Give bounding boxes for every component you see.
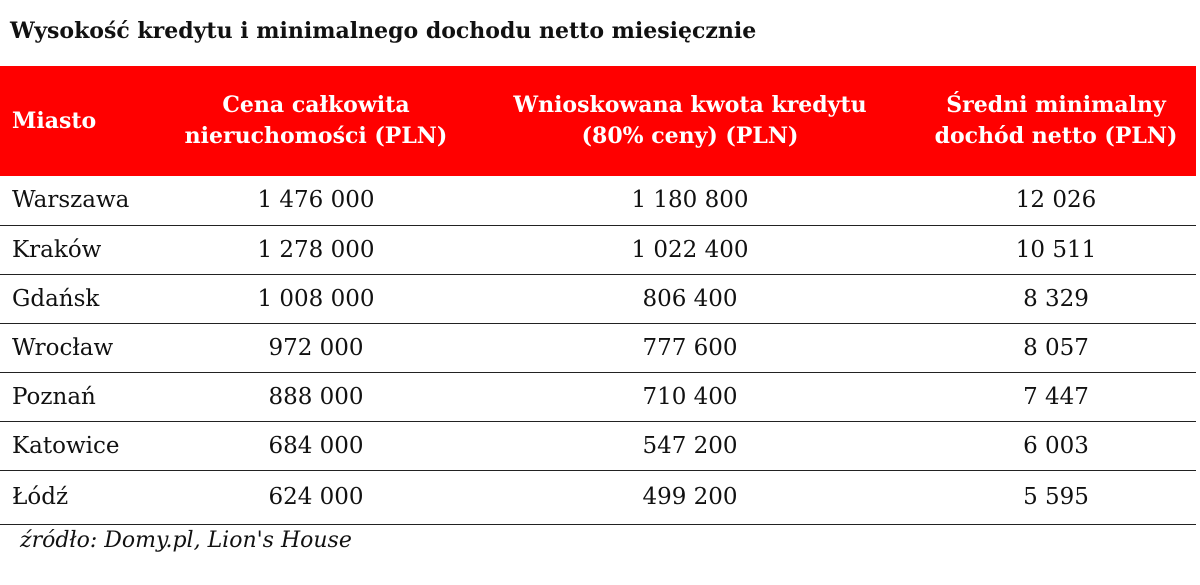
table-title: Wysokość kredytu i minimalnego dochodu netto miesięcznie: [10, 18, 757, 44]
total-price-cell: 1 278 000: [257, 236, 375, 263]
city-cell: Poznań: [12, 383, 96, 410]
table-row: [0, 225, 1196, 274]
city-cell: Gdańsk: [12, 285, 100, 312]
header-loan-amount-line2: (80% ceny) (PLN): [581, 123, 799, 149]
table-header: [0, 66, 1196, 176]
total-price-cell: 624 000: [268, 484, 364, 510]
total-price-cell: 888 000: [268, 383, 364, 410]
table-row: [0, 323, 1196, 372]
min-income-cell: 7 447: [1023, 383, 1089, 410]
min-income-cell: 10 511: [1015, 236, 1097, 263]
city-cell: Warszawa: [12, 187, 130, 214]
header-min-income-line2: dochód netto (PLN): [934, 123, 1178, 149]
city-cell: Katowice: [12, 432, 120, 459]
total-price-cell: 972 000: [268, 334, 364, 361]
min-income-cell: 6 003: [1023, 432, 1089, 459]
loan-amount-cell: 777 600: [642, 334, 738, 361]
loan-amount-cell: 1 022 400: [631, 236, 749, 263]
header-total-price-line1: Cena całkowita: [222, 92, 410, 118]
total-price-cell: 1 476 000: [257, 187, 375, 214]
table-body: [0, 176, 1196, 524]
loan-amount-cell: 710 400: [642, 383, 738, 410]
city-cell: Wrocław: [12, 334, 114, 361]
header-loan-amount: [464, 66, 916, 176]
min-income-cell: 8 057: [1023, 334, 1089, 361]
total-price-cell: 1 008 000: [257, 285, 375, 312]
credit-income-table: [0, 66, 1196, 525]
table-row: [0, 176, 1196, 225]
loan-amount-cell: 547 200: [642, 432, 738, 459]
loan-amount-cell: 806 400: [642, 285, 738, 312]
city-cell: Kraków: [12, 236, 102, 263]
header-min-income: [916, 66, 1196, 176]
header-city-label: Miasto: [12, 107, 97, 134]
header-total-price-line2: nieruchomości (PLN): [184, 123, 448, 149]
min-income-cell: 8 329: [1023, 285, 1089, 312]
table-row: [0, 470, 1196, 524]
loan-amount-cell: 1 180 800: [631, 187, 749, 214]
loan-amount-cell: 499 200: [642, 484, 738, 510]
min-income-cell: 5 595: [1023, 484, 1089, 510]
header-row: [0, 66, 1196, 176]
min-income-cell: 12 026: [1015, 187, 1097, 214]
header-total-price: [168, 66, 464, 176]
header-city: [0, 66, 168, 176]
table-row: [0, 372, 1196, 421]
city-cell: Łódź: [12, 484, 69, 510]
header-loan-amount-line1: Wnioskowana kwota kredytu: [513, 92, 867, 118]
table-row: [0, 274, 1196, 323]
total-price-cell: 684 000: [268, 432, 364, 459]
source-note: źródło: Domy.pl, Lion's House: [20, 528, 352, 553]
table-row: [0, 421, 1196, 470]
header-min-income-line1: Średni minimalny: [946, 92, 1166, 118]
